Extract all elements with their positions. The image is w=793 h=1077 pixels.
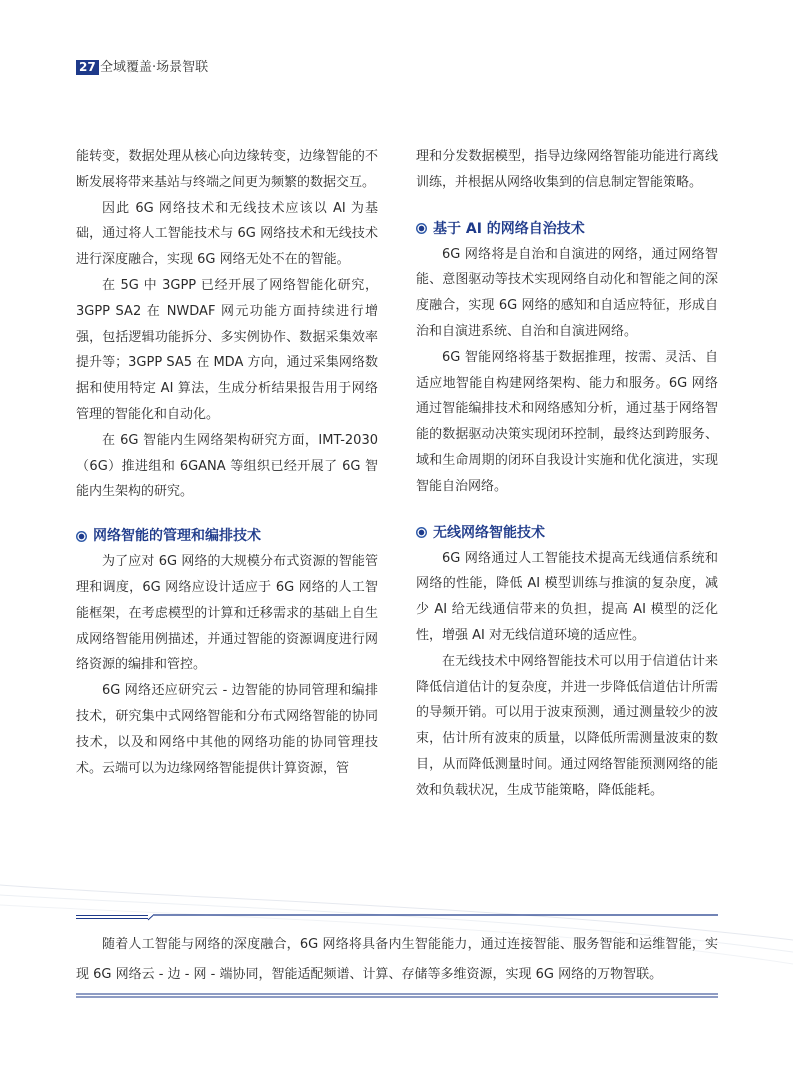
paragraph: 能转变，数据处理从核心向边缘转变，边缘智能的不断发展将带来基站与终端之间更为频繁的数据交互。 <box>76 149 378 190</box>
paragraph: 在 5G 中 3GPP 已经开展了网络智能化研究，3GPP SA2 在 NWDAF 网元功能方面持续进行增强，包括逻辑功能拆分、多实例协作、数据采集效率提升等；3GPP SA5 在 MDA 方向，通过采集网络数据和使用特定 AI 算法，生成分析结果报告用于网络管理的智能化和自动化。 <box>76 277 378 422</box>
running-title: 全域覆盖·场景智联 <box>100 60 209 75</box>
paragraph: 6G 网络还应研究云 - 边智能的协同管理和编排技术，研究集中式网络智能和分布式网络智能的协同技术，以及和网络中其他的网络功能的协同管理技术。云端可以为边缘网络智能提供计算资源，管 <box>76 683 378 776</box>
right-column <box>416 144 718 804</box>
paragraph: 为了应对 6G 网络的大规模分布式资源的智能管理和调度，6G 网络应设计适应于 6G 网络的人工智能框架，在考虑模型的计算和迁移需求的基础上自生成网络智能用例描述，并通过智能的资源调度进行网络资源的编排和管控。 <box>76 554 378 673</box>
paragraph: 6G 网络通过人工智能技术提高无线通信系统和网络的性能，降低 AI 模型训练与推演的复杂度，减少 AI 给无线通信带来的负担，提高 AI 模型的泛化性，增强 AI 对无线信道环境的适应性。 <box>416 550 718 643</box>
left-column <box>76 144 378 781</box>
summary-box <box>76 930 718 990</box>
section-title: 无线网络智能技术 <box>433 524 545 541</box>
circle-bullet-icon <box>416 223 427 234</box>
paragraph: 理和分发数据模型，指导边缘网络智能功能进行离线训练，并根据从网络收集到的信息制定智能策略。 <box>416 149 718 190</box>
summary-paragraph: 随着人工智能与网络的深度融合，6G 网络将具备内生智能能力，通过连接智能、服务智能和运维智能，实现 6G 网络云 - 边 - 网 - 端协同，智能适配频谱、计算、存储等多维资源，实现 6G 网络的万物智联。 <box>76 937 718 982</box>
section-heading-autonomy <box>416 216 718 242</box>
section-heading-wireless <box>416 520 718 546</box>
paragraph: 在无线技术中网络智能技术可以用于信道估计来降低信道估计的复杂度，并进一步降低信道估计所需的导频开销。可以用于波束预测，通过测量较少的波束，估计所有波束的质量，以降低所需测量波束的数目，从而降低测量时间。通过网络智能预测网络的能效和负载状况，生成节能策略，降低能耗。 <box>416 653 718 798</box>
circle-bullet-icon <box>76 531 87 542</box>
section-title: 基于 AI 的网络自治技术 <box>433 220 585 237</box>
summary-top-rule <box>76 914 718 922</box>
paragraph: 因此 6G 网络技术和无线技术应该以 AI 为基础，通过将人工智能技术与 6G 网络技术和无线技术进行深度融合，实现 6G 网络无处不在的智能。 <box>76 200 378 268</box>
paragraph: 6G 网络将是自治和自演进的网络，通过网络智能、意图驱动等技术实现网络自动化和智能之间的深度融合，实现 6G 网络的感知和自适应特征，形成自治和自演进系统、自治和自演进网络。 <box>416 246 718 339</box>
circle-bullet-icon <box>416 527 427 538</box>
section-title: 网络智能的管理和编排技术 <box>93 528 261 545</box>
paragraph: 6G 智能网络将基于数据推理，按需、灵活、自适应地智能自构建网络架构、能力和服务。6G 网络通过智能编排技术和网络感知分析，通过基于网络智能的数据驱动决策实现闭环控制，最终达到跨服务、域和生命周期的闭环自我设计实施和优化演进，实现智能自治网络。 <box>416 349 718 494</box>
section-heading-management <box>76 523 378 549</box>
summary-bottom-rule <box>76 993 718 999</box>
paragraph: 在 6G 智能内生网络架构研究方面，IMT-2030（6G）推进组和 6GANA 等组织已经开展了 6G 智能内生架构的研究。 <box>76 432 378 500</box>
page-number: 27 <box>76 60 99 75</box>
